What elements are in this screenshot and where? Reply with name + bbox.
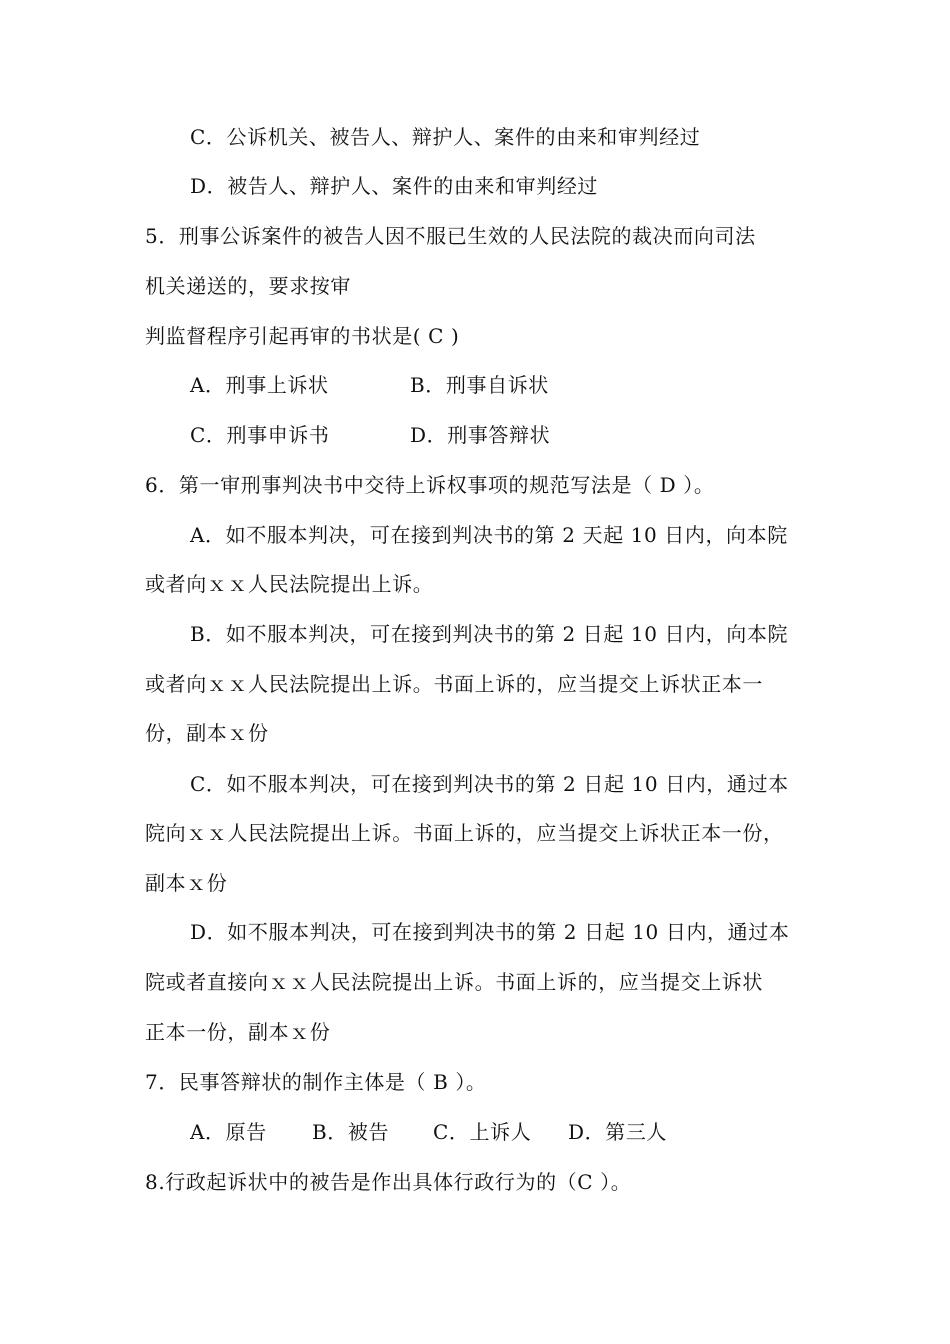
q7-option-c: C．上诉人 — [433, 1120, 532, 1144]
q6-option-d-line1: D．如不服本判决，可在接到判决书的第 2 日起 10 日内，通过本 — [190, 920, 790, 944]
q5-options-row1 — [0, 371, 950, 399]
q7-option-d: D．第三人 — [568, 1120, 668, 1144]
q6-option-c-line3: 副本ｘ份 — [145, 871, 228, 895]
q6-option-b-line2: 或者向ｘｘ人民法院提出上诉。书面上诉的，应当提交上诉状正本一 — [145, 672, 763, 696]
q5-option-a: A．刑事上诉状 — [190, 373, 329, 397]
q5-stem-line2: 机关递送的，要求按审 — [145, 274, 351, 298]
q5-option-c: C．刑事申诉书 — [190, 423, 330, 447]
q8-stem: 8.行政起诉状中的被告是作出具体行政行为的（C ）。 — [145, 1170, 632, 1194]
q7-option-a: A．原告 — [190, 1120, 267, 1144]
q7-stem: 7．民事答辩状的制作主体是（ B ）。 — [145, 1070, 487, 1094]
q5-stem-line3: 判监督程序引起再审的书状是( C ) — [145, 324, 460, 348]
q5-options-row2 — [0, 421, 950, 449]
q6-option-b-line3: 份，副本ｘ份 — [145, 721, 269, 745]
q6-option-d-line3: 正本一份，副本ｘ份 — [145, 1020, 331, 1044]
q5-option-b: B．刑事自诉状 — [410, 373, 549, 397]
q6-option-a-line2: 或者向ｘｘ人民法院提出上诉。 — [145, 572, 434, 596]
q4-option-d: D．被告人、辩护人、案件的由来和审判经过 — [190, 174, 599, 198]
q6-option-c-line2: 院向ｘｘ人民法院提出上诉。书面上诉的，应当提交上诉状正本一份， — [145, 821, 784, 845]
q6-option-b-line1: B．如不服本判决，可在接到判决书的第 2 日起 10 日内，向本院 — [190, 622, 789, 646]
q6-stem: 6．第一审刑事判决书中交待上诉权事项的规范写法是（ D ）。 — [145, 473, 715, 497]
q4-option-c: C．公诉机关、被告人、辩护人、案件的由来和审判经过 — [190, 125, 701, 149]
q6-option-a-line1: A．如不服本判决，可在接到判决书的第 2 天起 10 日内，向本院 — [190, 523, 788, 547]
q7-option-b: B．被告 — [312, 1120, 390, 1144]
q7-options-row — [0, 1118, 950, 1146]
q5-option-d: D．刑事答辩状 — [410, 423, 551, 447]
q5-stem-line1: 5．刑事公诉案件的被告人因不服已生效的人民法院的裁决而向司法 — [145, 224, 756, 248]
q6-option-c-line1: C．如不服本判决，可在接到判决书的第 2 日起 10 日内，通过本 — [190, 772, 789, 796]
q6-option-d-line2: 院或者直接向ｘｘ人民法院提出上诉。书面上诉的，应当提交上诉状 — [145, 970, 763, 994]
